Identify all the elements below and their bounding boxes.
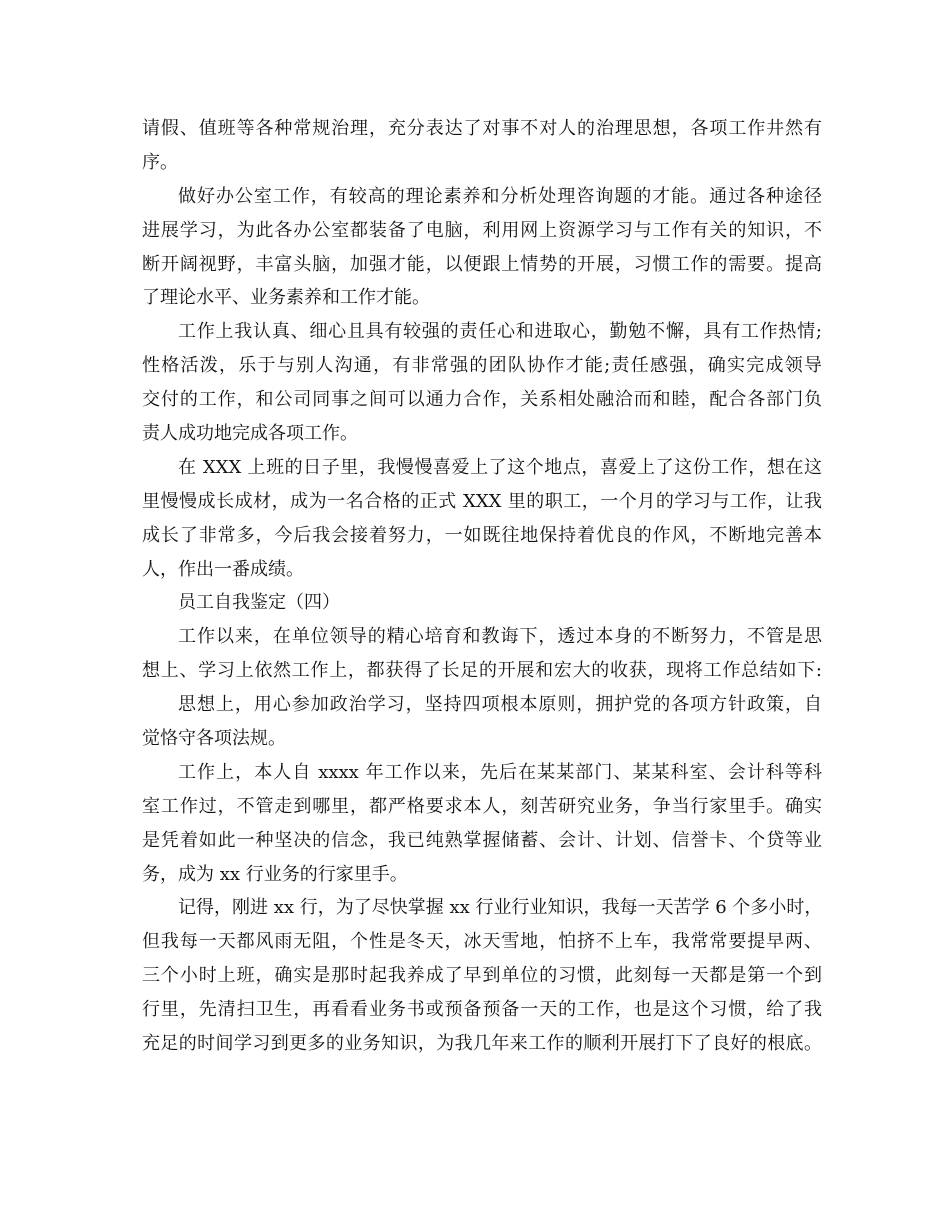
text-line: 断开阔视野，丰富头脑，加强才能，以便跟上情势的开展，习惯工作的需要。提高	[142, 253, 822, 275]
text-line: 工作上，本人自 xxxx 年工作以来，先后在某某部门、某某科室、会计科等科	[178, 761, 822, 783]
text-line: 进展学习，为此各办公室都装备了电脑，利用网上资源学习与工作有关的知识，不	[142, 219, 822, 241]
text-line: 务，成为 xx 行业务的行家里手。	[142, 863, 408, 885]
section-heading: 员工自我鉴定（四）	[178, 592, 340, 614]
text-line: 里慢慢成长成材，成为一名合格的正式 XXX 里的职工，一个月的学习与工作，让我	[142, 490, 822, 512]
document-body	[142, 112, 822, 1061]
text-line: 工作以来，在单位领导的精心培育和教诲下，透过本身的不断努力，不管是思	[178, 626, 822, 648]
text-line: 想上、学习上依然工作上，都获得了长足的开展和宏大的收获，现将工作总结如下:	[142, 660, 822, 682]
text-line: 交付的工作，和公司同事之间可以通力合作，关系相处融洽而和睦，配合各部门负	[142, 389, 822, 411]
text-line: 人，作出一番成绩。	[142, 558, 304, 580]
text-line: 成长了非常多，今后我会接着努力，一如既往地保持着优良的作风，不断地完善本	[142, 524, 822, 546]
text-line: 请假、值班等各种常规治理，充分表达了对事不对人的治理思想，各项工作井然有	[142, 118, 822, 139]
text-line: 但我每一天都风雨无阻，个性是冬天，冰天雪地，怕挤不上车，我常常要提早两、	[142, 931, 822, 953]
text-line: 做好办公室工作，有较高的理论素养和分析处理咨询题的才能。通过各种途径	[178, 185, 822, 207]
text-line: 记得，刚进 xx 行，为了尽快掌握 xx 行业行业知识，我每一天苦学 6 个多小时，	[178, 897, 823, 919]
text-line: 室工作过，不管走到哪里，都严格要求本人，刻苦研究业务，争当行家里手。确实	[142, 795, 822, 817]
text-line: 性格活泼，乐于与别人沟通，有非常强的团队协作才能;责任感强，确实完成领导	[142, 355, 822, 377]
text-line: 觉恪守各项法规。	[142, 728, 286, 750]
text-line: 在 XXX 上班的日子里，我慢慢喜爱上了这个地点，喜爱上了这份工作，想在这	[178, 456, 822, 478]
text-line: 序。	[142, 151, 178, 173]
text-line: 思想上，用心参加政治学习，坚持四项根本原则，拥护党的各项方针政策，自	[178, 694, 822, 716]
text-line: 行里，先清扫卫生，再看看业务书或预备预备一天的工作，也是这个习惯，给了我	[142, 999, 822, 1021]
text-line: 了理论水平、业务素养和工作才能。	[142, 287, 430, 309]
text-line: 充足的时间学习到更多的业务知识，为我几年来工作的顺利开展打下了良好的根底。	[142, 1033, 822, 1055]
text-line: 工作上我认真、细心且具有较强的责任心和进取心，勤勉不懈，具有工作热情;	[178, 321, 822, 343]
text-line: 责人成功地完成各项工作。	[142, 423, 358, 445]
text-line: 三个小时上班，确实是那时起我养成了早到单位的习惯，此刻每一天都是第一个到	[142, 965, 822, 987]
text-line: 是凭着如此一种坚决的信念，我已纯熟掌握储蓄、会计、计划、信誉卡、个贷等业	[142, 829, 822, 851]
